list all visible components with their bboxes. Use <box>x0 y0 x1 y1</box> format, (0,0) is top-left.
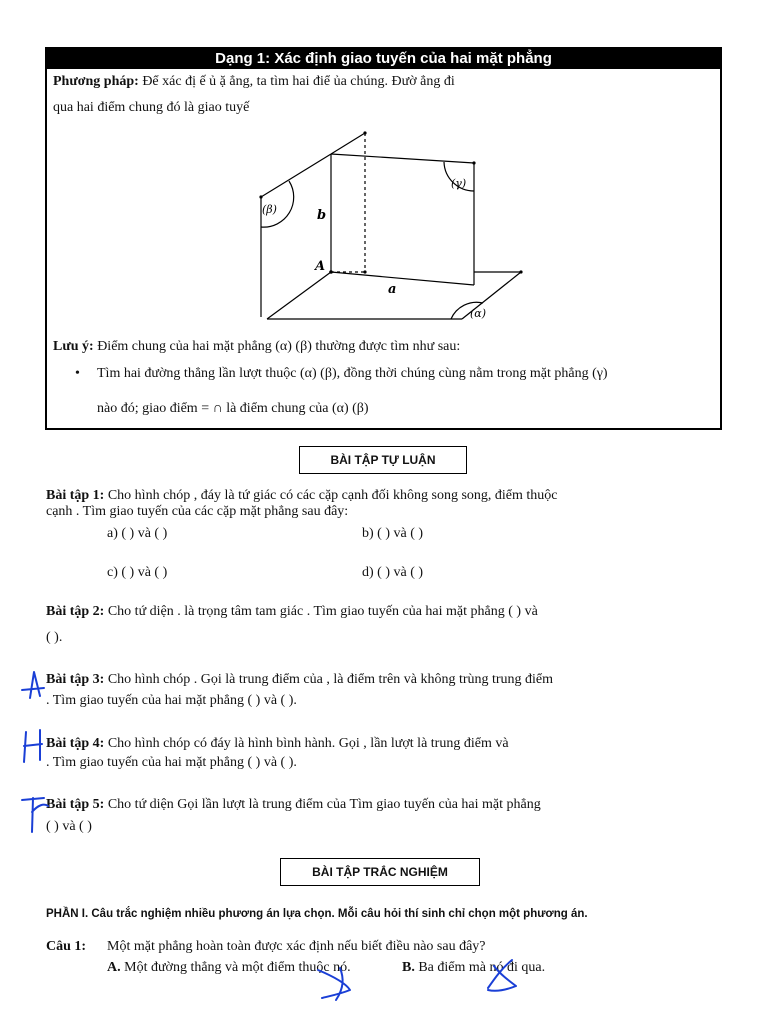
ex1-text-2: cạnh . Tìm giao tuyến của các cặp mặt phẳng sau đây: <box>46 504 349 519</box>
q1-option-b-label: B. <box>402 960 415 975</box>
method-label: Phương pháp: <box>53 74 139 89</box>
bullet-text-1: Tìm hai đường thẳng lần lượt thuộc (α) (β), đồng thời chúng cùng nằm trong mặt phẳng (γ) <box>97 366 608 381</box>
q1-option-a-text: Một đường thẳng và một điểm thuộc nó. <box>120 960 351 975</box>
essay-section-header: BÀI TẬP TỰ LUẬN <box>299 446 467 474</box>
ex2-label: Bài tập 2: <box>46 604 105 619</box>
ex2-text: Cho tứ diện . là trọng tâm tam giác . Tìm giao tuyến của hai mặt phẳng ( ) và <box>104 604 538 619</box>
ex3-text: Cho hình chóp . Gọi là trung điểm của , là điểm trên và không trùng trung điểm <box>104 672 554 687</box>
label-alpha: (α) <box>470 307 487 320</box>
ex1-item-b: b) ( ) và ( ) <box>362 526 424 541</box>
ex1-label: Bài tập 1: <box>46 488 105 503</box>
q1-text: Một mặt phẳng hoàn toàn được xác định nếu biết điều nào sau đây? <box>107 939 486 954</box>
handwritten-cross-b <box>488 960 516 991</box>
method-text-2: qua hai điểm chung đó là giao tuyế <box>53 100 250 115</box>
label-beta: (β) <box>262 203 277 216</box>
method-box-title: Dạng 1: Xác định giao tuyến của hai mặt phẳng <box>47 49 720 69</box>
ex5-text: Cho tứ diện Gọi lần lượt là trung điểm của Tìm giao tuyến của hai mặt phẳng <box>104 797 541 812</box>
label-b: b <box>317 208 327 223</box>
handwritten-a-mark <box>22 672 44 698</box>
label-A: A <box>315 259 326 274</box>
label-gamma: (γ) <box>451 177 467 190</box>
q1-label: Câu 1: <box>46 939 87 954</box>
ex3-label: Bài tập 3: <box>46 672 105 687</box>
ex1-item-c: c) ( ) và ( ) <box>107 565 168 580</box>
note-text: Điểm chung của hai mặt phẳng (α) (β) thường được tìm như sau: <box>97 339 461 354</box>
ex1-text: Cho hình chóp , đáy là tứ giác có các cặp cạnh đối không song song, điểm thuộc <box>104 488 558 503</box>
ex4-text-2: . Tìm giao tuyến của hai mặt phẳng ( ) và ( ). <box>46 755 297 770</box>
mc-section-header: BÀI TẬP TRẮC NGHIỆM <box>280 858 480 886</box>
handwritten-h-mark <box>24 730 42 762</box>
ex1-item-a: a) ( ) và ( ) <box>107 526 168 541</box>
note-label: Lưu ý: <box>53 339 94 354</box>
ex5-label: Bài tập 5: <box>46 797 105 812</box>
method-text-1: Để xác đị ế ủ ặ ẳng, ta tìm hai điể ủa chúng. Đườ ẳng đi <box>142 74 455 89</box>
bullet-text-2: nào đó; giao điểm = ∩ là điểm chung của (α) (β) <box>97 401 369 416</box>
ex5-text-2: ( ) và ( ) <box>46 819 92 834</box>
ex1-item-d: d) ( ) và ( ) <box>362 565 424 580</box>
handwritten-cross-a <box>318 968 350 1000</box>
q1-option-a-label: A. <box>107 960 121 975</box>
q1-option-b-text: Ba điểm mà nó đi qua. <box>414 960 546 975</box>
ex2-text-2: ( ). <box>46 630 63 645</box>
ex3-text-2: . Tìm giao tuyến của hai mặt phẳng ( ) và ( ). <box>46 693 297 708</box>
handwritten-tr-mark <box>22 798 48 832</box>
ex4-text: Cho hình chóp có đáy là hình bình hành. Gọi , lần lượt là trung điểm và <box>104 736 509 751</box>
part1-instructions: PHẦN I. Câu trắc nghiệm nhiều phương án lựa chọn. Mỗi câu hỏi thí sinh chỉ chọn một phương án. <box>46 908 588 920</box>
bullet-dot: • <box>75 366 80 381</box>
ex4-label: Bài tập 4: <box>46 736 105 751</box>
label-a: a <box>388 282 397 297</box>
